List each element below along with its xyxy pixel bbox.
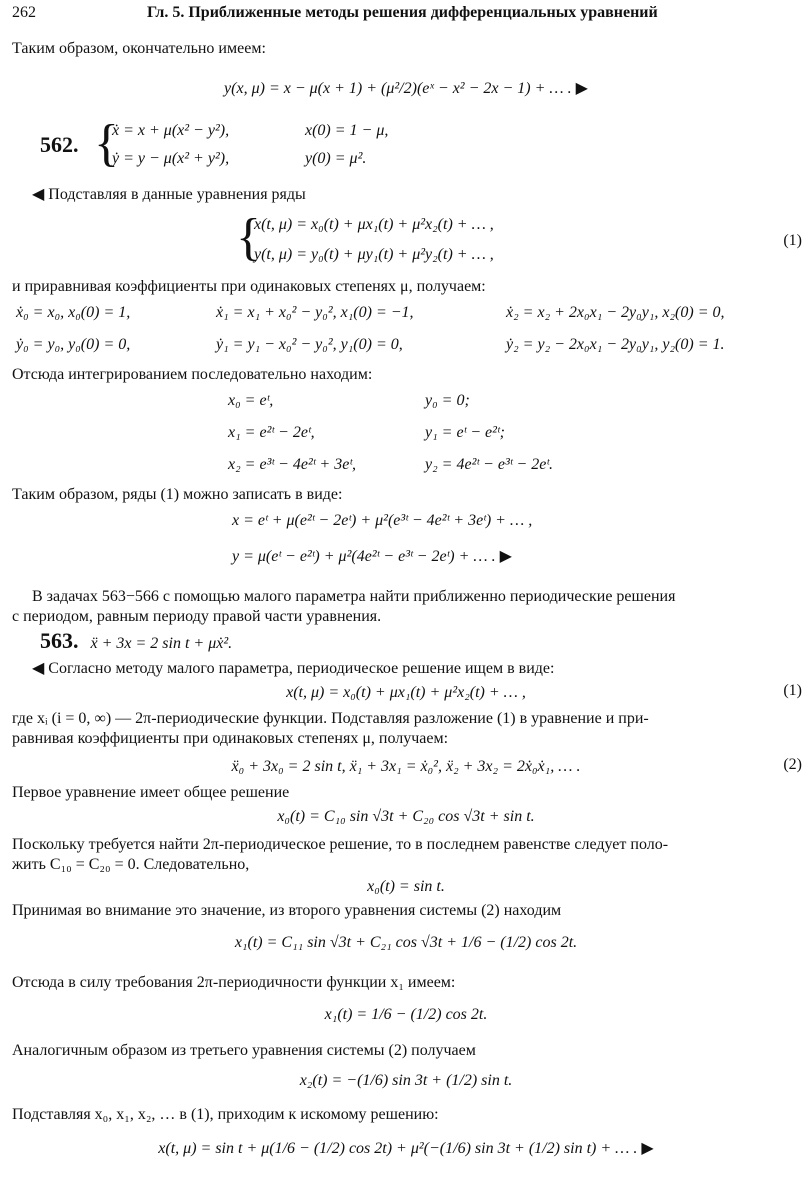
x2-solution: x₂(t) = −(1/6) sin 3t + (1/2) sin t. [299,1072,513,1089]
problem-number: 562. [40,132,79,157]
system-cell: ẏ₀ = y₀, y₀(0) = 0, [16,336,131,353]
system-cell: ẋ₁ = x₁ + x₀² − y₀², x₁(0) = −1, [216,304,414,321]
final-series-x: x = eᵗ + μ(e²ᵗ − 2eᵗ) + μ²(e³ᵗ − 4e²ᵗ + 3eᵗ) + … , [232,512,533,529]
x1-solution: x₁(t) = 1/6 − (1/2) cos 2t. [324,1006,488,1023]
page-number: 262 [12,4,36,21]
system-equation-2: ẏ = y − μ(x² + y²), [112,150,230,167]
running-title: Гл. 5. Приближенные методы решения дифференциальных уравнений [147,4,658,21]
equation-label: (1) [783,682,802,699]
series-brace: { [236,209,261,266]
solution-y1: y₁ = eᵗ − e²ᵗ; [425,424,505,441]
solution-y0: y₀ = 0; [425,392,470,409]
problem-562 [40,115,540,178]
text-line: Принимая во внимание это значение, из второго уравнения системы (2) находим [12,902,562,919]
final-solution: x(t, μ) = sin t + μ(1/6 − (1/2) cos 2t) + μ²(−(1/6) sin 3t + (1/2) sin t) + … . ▶ [158,1140,654,1157]
system-equation-1: ẋ = x + μ(x² − y²), [112,122,230,139]
system-brace: { [94,115,119,172]
general-solution: x₀(t) = C₁₀ sin √3t + C₂₀ cos √3t + sin t. [277,808,535,825]
series-y: y(t, μ) = y₀(t) + μy₁(t) + μ²y₂(t) + … , [254,246,494,263]
initial-condition-1: x(0) = 1 − μ, [305,122,389,139]
text-line: Аналогичным образом из третьего уравнения системы (2) получаем [12,1042,476,1059]
solution-intro: ◀ Подставляя в данные уравнения ряды [32,186,306,203]
solution-x1: x₁ = e²ᵗ − 2eᵗ, [228,424,315,441]
text-line: равнивая коэффициенты при одинаковых степенях μ, получаем: [12,730,449,747]
text-line: где xᵢ (i = 0, ∞) — 2π-периодические функции. Подставляя разложение (1) в уравнение и при- [12,710,649,727]
text-line: Поскольку требуется найти 2π-периодическое решение, то в последнем равенстве следует поло- [12,836,669,853]
initial-condition-2: y(0) = μ². [305,150,367,167]
series-system [236,209,796,272]
series-x: x(t, μ) = x₀(t) + μx₁(t) + μ²x₂(t) + … , [254,216,494,233]
system-cell: ẋ₂ = x₂ + 2x₀x₁ − 2y₀y₁, x₂(0) = 0, [506,304,725,321]
solution-x2: x₂ = e³ᵗ − 4e²ᵗ + 3eᵗ, [228,456,357,473]
task-intro-line-1: В задачах 563−566 с помощью малого параметра найти приближенно периодические решения [32,588,676,605]
equation-label: (1) [783,232,802,249]
equate-text: и приравнивая коэффициенты при одинаковых степенях μ, получаем: [12,278,486,295]
coefficient-system: ẍ₀ + 3x₀ = 2 sin t, ẍ₁ + 3x₁ = ẋ₀², ẍ₂ + 3x₂ = 2ẋ₀ẋ₁, … . [231,758,581,775]
text-line: Первое уравнение имеет общее решение [12,784,290,801]
text-line: Подставляя x₀, x₁, x₂, … в (1), приходим к искомому решению: [12,1106,439,1123]
x1-general-solution: x₁(t) = C₁₁ sin √3t + C₂₁ cos √3t + 1/6 − (1/2) cos 2t. [234,934,578,951]
text-line: Отсюда в силу требования 2π-периодичности функции x₁ имеем: [12,974,456,991]
result-equation: y(x, μ) = x − μ(x + 1) + (μ²/2)(eˣ − x² − 2x − 1) + … . ▶ [224,80,588,97]
intro-text: Таким образом, окончательно имеем: [12,40,266,57]
x0-solution: x₀(t) = sin t. [367,878,445,895]
problem-equation: ẍ + 3x = 2 sin t + μẋ². [90,635,233,652]
integrate-text: Отсюда интегрированием последовательно находим: [12,366,373,383]
problem-563 [40,628,232,656]
final-series-y: y = μ(eᵗ − e²ᵗ) + μ²(4e²ᵗ − e³ᵗ − 2eᵗ) + … . ▶ [232,548,512,565]
equation-label: (2) [783,756,802,773]
page-header [12,4,800,26]
solution-intro: ◀ Согласно методу малого параметра, периодическое решение ищем в виде: [32,660,555,677]
solution-x0: x₀ = eᵗ, [228,392,274,409]
rewrite-text: Таким образом, ряды (1) можно записать в виде: [12,486,343,503]
system-cell: ẏ₁ = y₁ − x₀² − y₀², y₁(0) = 0, [216,336,403,353]
system-cell: ẏ₂ = y₂ − 2x₀x₁ − 2y₀y₁, y₂(0) = 1. [506,336,725,353]
system-cell: ẋ₀ = x₀, x₀(0) = 1, [16,304,131,321]
solution-y2: y₂ = 4e²ᵗ − e³ᵗ − 2eᵗ. [425,456,554,473]
series-expansion: x(t, μ) = x₀(t) + μx₁(t) + μ²x₂(t) + … , [286,684,526,701]
task-intro-line-2: с периодом, равным периоду правой части уравнения. [12,608,382,625]
text-line: жить C₁₀ = C₂₀ = 0. Следовательно, [12,856,250,873]
problem-number: 563. [40,628,79,653]
